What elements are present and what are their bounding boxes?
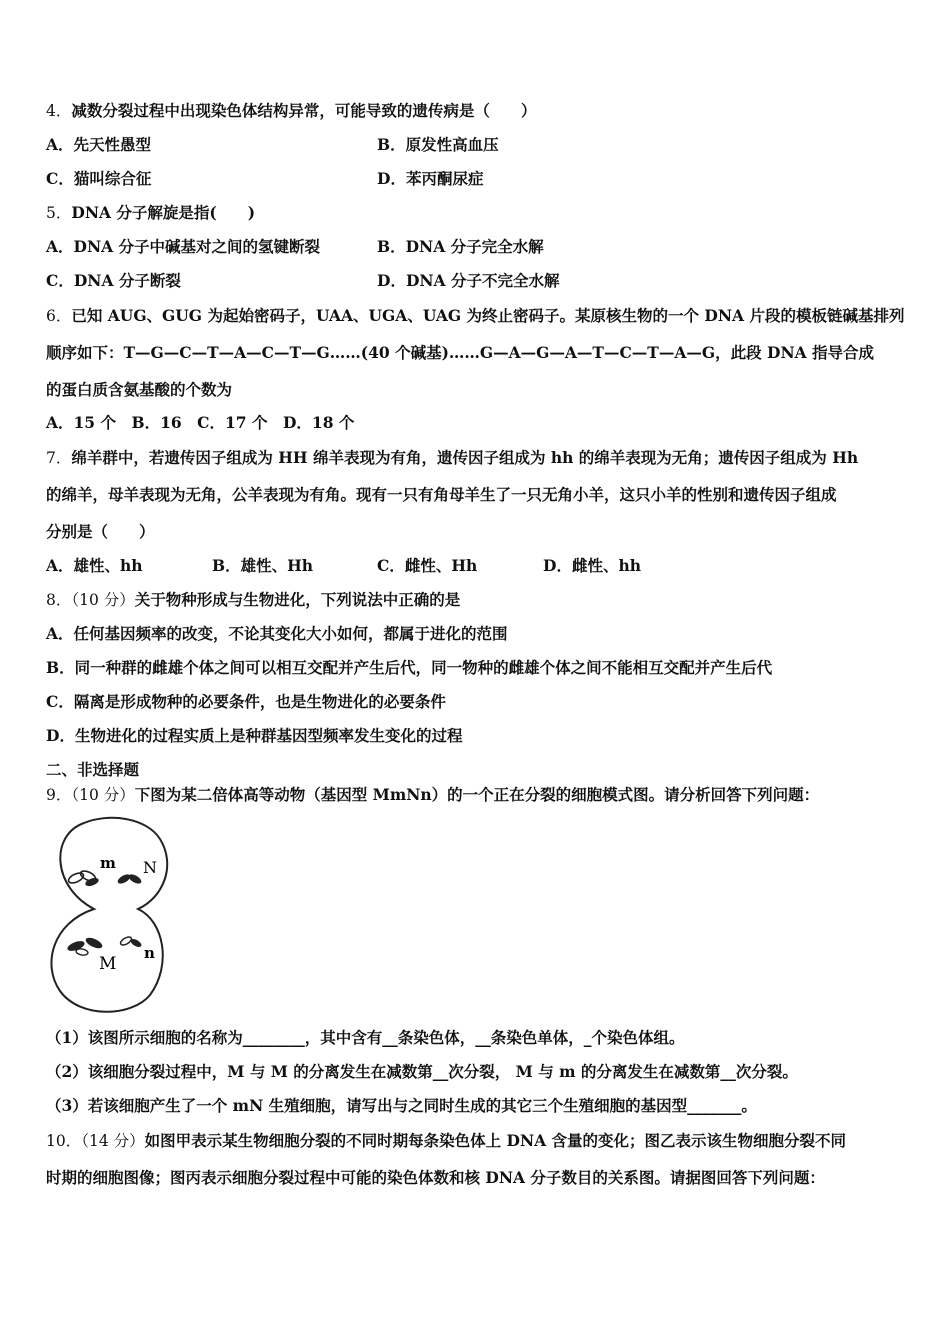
label-n-upper: N [143,858,157,877]
chromosome-n-top [116,872,143,885]
q4-number: 4． [46,102,72,120]
q7-option-b: B．雄性、Hh [212,556,314,575]
q7-number: 7． [46,449,72,467]
q7-option-a: A．雄性、hh [46,556,143,575]
chromosome-n-bottom [119,935,142,948]
q5-option-c: C．DNA 分子断裂 [46,271,181,290]
q5-stem [46,203,255,223]
label-m-upper: M [99,954,117,974]
q5-stem-text: DNA 分子解旋是指( ) [71,203,256,222]
q9-sub-3: （3）若该细胞产生了一个 mN 生殖细胞，请写出与之同时生成的其它三个生殖细胞的基因型_______。 [46,1096,757,1115]
q8-option-c: C．隔离是形成物种的必要条件，也是生物进化的必要条件 [46,692,446,711]
q6-stem-line-2: 顺序如下：T—G—C—T—A—C—T—G……(40 个碱基)……G—A—G—A—T—C—T—A—G，此段 DNA 指导合成 [46,343,875,362]
q9-number: 9．（10 分） [46,786,135,804]
q4-stem [46,101,536,121]
q9-stem-text: 下图为某二倍体高等动物（基因型 MmNn）的一个正在分裂的细胞模式图。请分析回答下列问题： [134,785,820,804]
q10-number: 10．（14 分） [46,1132,145,1150]
q6-stem-text-1: 已知 AUG、GUG 为起始密码子，UAA、UGA、UAG 为终止密码子。某原核生物的一个 DNA 片段的模板链碱基排列 [71,306,905,325]
q7-stem-line-3: 分别是（ ） [46,522,155,541]
q8-option-a: A．任何基因频率的改变，不论其变化大小如何，都属于进化的范围 [46,624,508,643]
q7-stem-text-1: 绵羊群中，若遗传因子组成为 HH 绵羊表现为有角，遗传因子组成为 hh 的绵羊表现为无角；遗传因子组成为 Hh [71,448,859,467]
q6-stem-line-3: 的蛋白质含氨基酸的个数为 [46,380,233,399]
q7-stem-line-2: 的绵羊，母羊表现为无角，公羊表现为有角。现有一只有角母羊生了一只无角小羊，这只小羊的性别和遗传因子组成 [46,485,837,504]
cell-division-diagram [46,815,171,1015]
q4-option-a: A．先天性愚型 [46,135,152,154]
q4-option-d: D．苯丙酮尿症 [377,169,484,188]
label-n-lower: n [144,944,155,962]
q6-number: 6． [46,307,72,325]
q7-stem-line-1 [46,448,858,468]
chromosome-m-bottom [66,936,104,956]
cell-membrane [51,818,167,1012]
chromosome-m-top [67,869,100,888]
section-heading: 二、非选择题 [46,760,140,779]
q5-number: 5． [46,204,72,222]
q7-option-d: D．雌性、hh [543,556,641,575]
q5-option-b: B．DNA 分子完全水解 [377,237,544,256]
q8-number: 8．（10 分） [46,591,135,609]
q8-option-b: B．同一种群的雌雄个体之间可以相互交配并产生后代，同一物种的雌雄个体之间不能相互交配并产生后代 [46,658,773,677]
q8-option-d: D．生物进化的过程实质上是种群基因型频率发生变化的过程 [46,726,463,745]
q5-option-d: D．DNA 分子不完全水解 [377,271,560,290]
q10-stem-line-2: 时期的细胞图像；图丙表示细胞分裂过程中可能的染色体数和核 DNA 分子数目的关系图。请据图回答下列问题： [46,1168,825,1187]
q9-sub-1: （1）该图所示细胞的名称为________，其中含有__条染色体，__条染色单体，_个染色体组。 [46,1028,685,1047]
q7-option-c: C．雌性、Hh [377,556,478,575]
q6-options: A．15 个 B．16 C．17 个 D．18 个 [46,413,355,432]
q10-stem-line-1 [46,1131,846,1151]
q8-stem [46,590,460,610]
q9-sub-2: （2）该细胞分裂过程中，M 与 M 的分离发生在减数第__次分裂， M 与 m 的分离发生在减数第__次分裂。 [46,1062,798,1081]
label-m-lower: m [100,854,116,872]
q4-option-b: B．原发性高血压 [377,135,499,154]
q4-option-c: C．猫叫综合征 [46,169,152,188]
q6-stem-line-1 [46,306,904,326]
q10-stem-text-1: 如图甲表示某生物细胞分裂的不同时期每条染色体上 DNA 含量的变化；图乙表示该生物细胞分裂不同 [144,1131,847,1150]
q9-stem [46,785,819,805]
q8-stem-text: 关于物种形成与生物进化，下列说法中正确的是 [134,590,461,609]
q4-stem-text: 减数分裂过程中出现染色体结构异常，可能导致的遗传病是（ ） [71,101,537,120]
q5-option-a: A．DNA 分子中碱基对之间的氢键断裂 [46,237,321,256]
